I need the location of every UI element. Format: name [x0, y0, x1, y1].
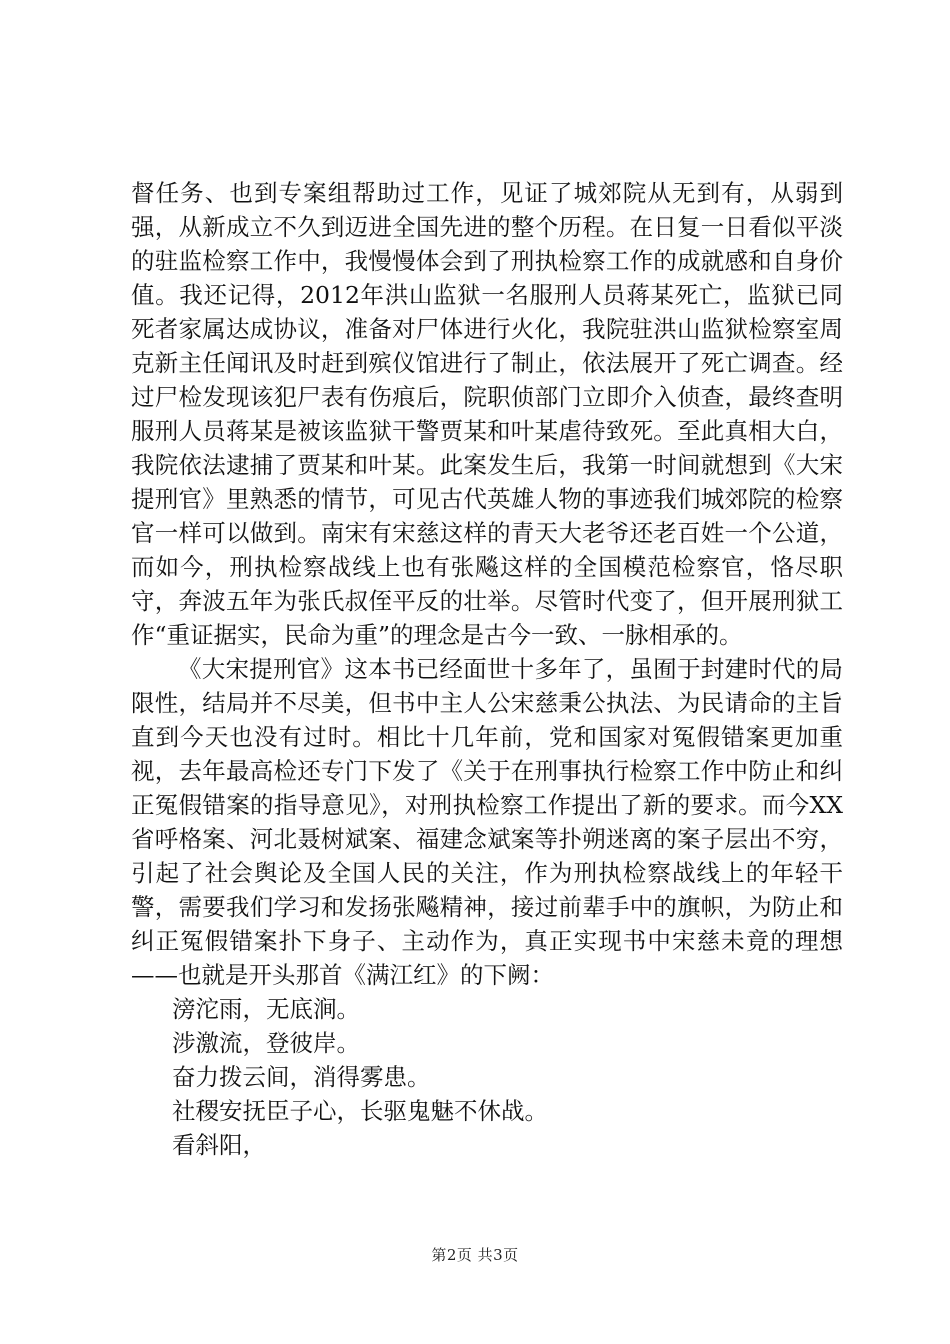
page-number-footer: 第2页 共3页: [431, 1246, 519, 1264]
paragraph: 督任务、也到专案组帮助过工作，见证了城郊院从无到有，从弱到强，从新成立不久到迈进全国先进的整个历程。在日复一日看似平淡的驻监检察工作中，我慢慢体会到了刑执检察工作的成就感和自身价值。我还记得，2012年洪山监狱一名服刑人员蒋某死亡，监狱已同死者家属达成协议，准备对尸体进行火化，我院驻洪山监狱检察室周克新主任闻讯及时赶到殡仪馆进行了制止，依法展开了死亡调查。经过尸检发现该犯尸表有伤痕后，院职侦部门立即介入侦查，最终查明服刑人员蒋某是被该监狱干警贾某和叶某虐待致死。至此真相大白，我院依法逮捕了贾某和叶某。此案发生后，我第一时间就想到《大宋提刑官》里熟悉的情节，可见古代英雄人物的事迹我们城郊院的检察官一样可以做到。南宋有宋慈这样的青天大老爷还老百姓一个公道，而如今，刑执检察战线上也有张飚这样的全国模范检察官，恪尽职守，奔波五年为张氏叔侄平反的壮举。尽管时代变了，但开展刑狱工作“重证据实，民命为重”的理念是古今一致、一脉相承的。: [131, 179, 843, 649]
poem-line: 涉激流，登彼岸。: [172, 1029, 360, 1057]
poem-line: 社稷安抚臣子心，长驱鬼魅不休战。: [172, 1097, 548, 1125]
poem-block: [131, 992, 843, 1162]
poem-line: 看斜阳，: [172, 1131, 266, 1159]
poem-line: 奋力拨云间，消得雾患。: [172, 1063, 431, 1091]
paragraph: 《大宋提刑官》这本书已经面世十多年了，虽囿于封建时代的局限性，结局并不尽美，但书中主人公宋慈秉公执法、为民请命的主旨直到今天也没有过时。相比十几年前，党和国家对冤假错案更加重视，去年最高检还专门下发了《关于在刑事执行检察工作中防止和纠正冤假错案的指导意见》，对刑执检察工作提出了新的要求。而今XX省呼格案、河北聂树斌案、福建念斌案等扑朔迷离的案子层出不穷，引起了社会舆论及全国人民的关注，作为刑执检察战线上的年轻干警，需要我们学习和发扬张飚精神，接过前辈手中的旗帜，为防止和纠正冤假错案扑下身子、主动作为，真正实现书中宋慈未竟的理想——也就是开头那首《满江红》的下阙：: [131, 655, 843, 989]
document-body: [131, 176, 843, 1162]
poem-line: 滂沱雨，无底涧。: [172, 995, 360, 1023]
